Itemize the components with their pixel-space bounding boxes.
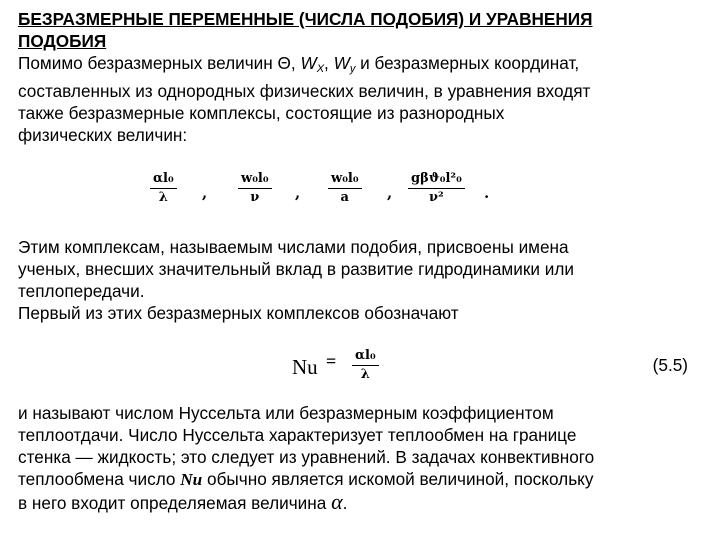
nusselt-equation [292, 347, 402, 387]
block2-line-4: Первый из этих безразмерных комплексов обозначают [18, 303, 459, 323]
nusselt-numerator: αl₀ [355, 348, 376, 363]
formula-grashof-fraction [408, 170, 465, 207]
formula-denominator: ν [250, 190, 260, 205]
intro-line-1a: Помимо безразмерных величин Θ, [18, 53, 301, 73]
equals-sign: = [326, 351, 337, 371]
block2-line-3: теплопередачи. [18, 281, 145, 301]
similarity-numbers-formulas [150, 170, 490, 216]
title-line-1: БЕЗРАЗМЕРНЫЕ ПЕРЕМЕННЫЕ (ЧИСЛА ПОДОБИЯ) И УРАВНЕНИЯ [18, 9, 593, 29]
formula-separator: . [484, 184, 490, 202]
intro-line-1b: , [324, 53, 334, 73]
nusselt-denominator: λ [360, 367, 370, 382]
intro-line-1c: и безразмерных координат, [355, 53, 580, 73]
formula-nusselt-fraction [150, 170, 177, 207]
intro-paragraph [18, 52, 704, 146]
formula-numerator: w₀l₀ [241, 171, 269, 186]
formula-denominator: λ [158, 190, 168, 205]
formula-peclet-fraction [328, 170, 362, 207]
var-wx-sub: X [316, 63, 325, 75]
document-page [18, 8, 704, 146]
formula-numerator: w₀l₀ [331, 171, 359, 186]
similarity-numbers-paragraph [18, 236, 704, 324]
formula-denominator: a [340, 190, 349, 205]
nusselt-symbol: Nu [292, 355, 318, 379]
block2-line-1: Этим комплексам, называемым числами подобия, присвоены имена [18, 237, 569, 257]
formula-separator: , [295, 184, 301, 202]
block3-line-4a: теплообмена число [18, 469, 181, 489]
formula-numerator: gβϑ₀l²₀ [411, 171, 462, 186]
block3-line-5b: . [342, 493, 348, 513]
intro-line-2: составленных из однородных физических величин, в уравнения входят [18, 81, 591, 101]
equation-number: (5.5) [652, 355, 688, 375]
block2-line-2: ученых, внесших значительный вклад в развитие гидродинамики или [18, 259, 574, 279]
block3-line-4b: обычно является искомой величиной, поскольку [202, 469, 594, 489]
formula-numerator: αl₀ [153, 171, 174, 186]
formula-separator: , [387, 184, 393, 202]
nu-inline: Nu [180, 470, 203, 489]
formula-separator: , [202, 184, 208, 202]
block3-line-5a: в него входит определяемая величина [18, 493, 332, 513]
intro-line-3: также безразмерные комплексы, состоящие из разнородных [18, 103, 505, 123]
var-wy-sub: y [349, 63, 356, 75]
formula-reynolds-fraction [238, 170, 272, 207]
title-line-2: ПОДОБИЯ [18, 31, 107, 51]
alpha-inline: α [331, 489, 343, 514]
var-wx: W [300, 53, 317, 73]
formula-denominator: ν² [429, 190, 444, 205]
nusselt-description-paragraph [18, 402, 704, 514]
page-title [18, 8, 704, 52]
intro-line-4: физических величин: [18, 125, 188, 145]
var-wy: W [333, 53, 350, 73]
block3-line-3: стенка — жидкость; это следует из уравнений. В задачах конвективного [18, 447, 595, 467]
block3-line-1: и называют числом Нуссельта или безразмерным коэффициентом [18, 403, 554, 423]
nusselt-fraction [352, 347, 379, 384]
block3-line-2: теплоотдачи. Число Нуссельта характеризует теплообмен на границе [18, 425, 577, 445]
